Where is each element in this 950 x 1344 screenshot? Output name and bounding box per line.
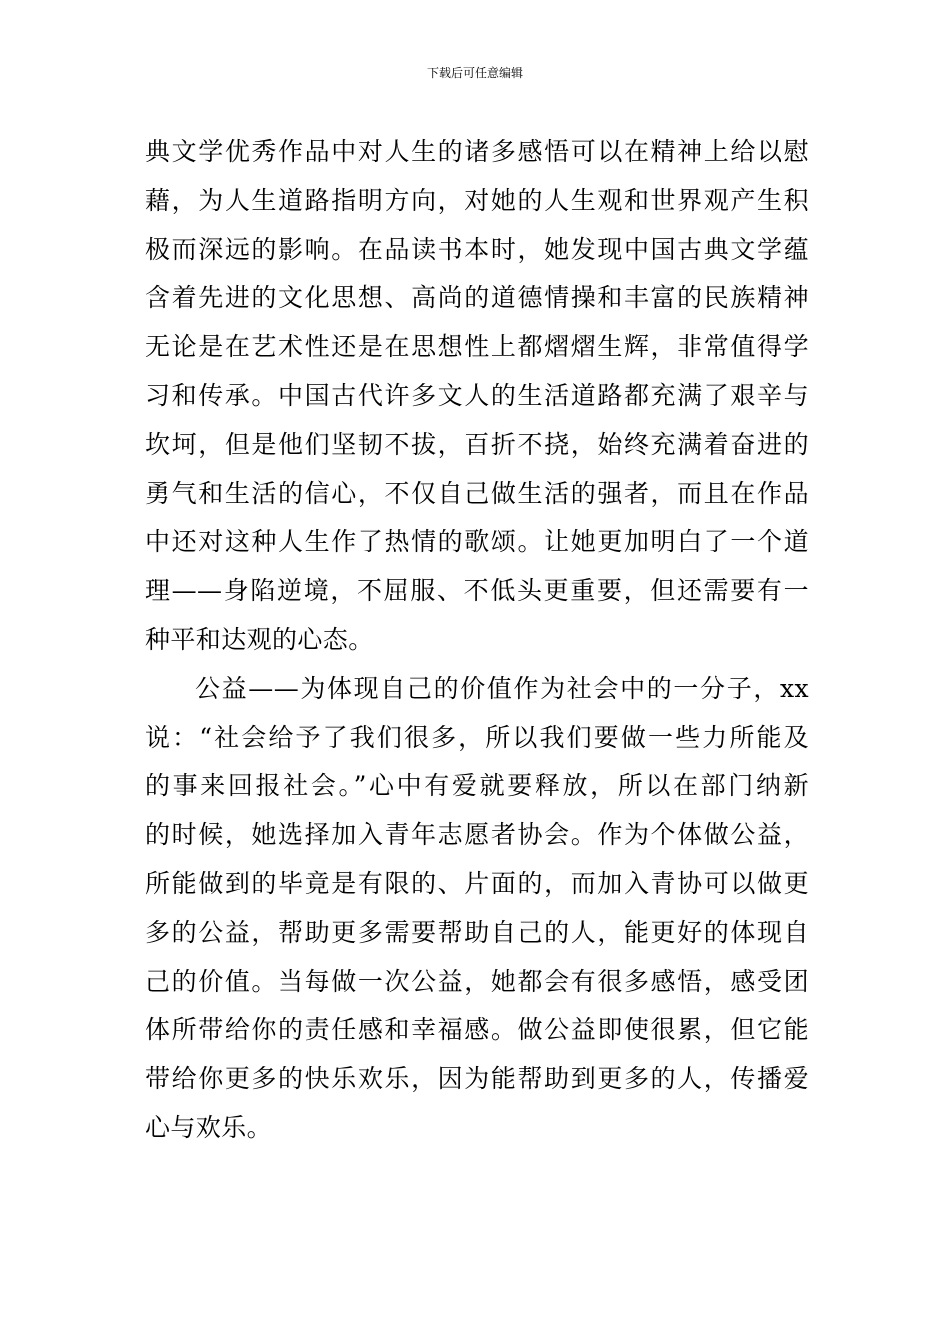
text-line: 带给你更多的快乐欢乐，因为能帮助到更多的人，传播爱 [145, 1064, 809, 1094]
text-line: 藉，为人生道路指明方向，对她的人生观和世界观产生积 [145, 185, 809, 215]
text-line: 己的价值。当每做一次公益，她都会有很多感悟，感受团 [145, 966, 809, 996]
paragraph-2 [145, 665, 809, 1153]
text-line: 习和传承。中国古代许多文人的生活道路都充满了艰辛与 [145, 380, 809, 410]
text-line: 体所带给你的责任感和幸福感。做公益即使很累，但它能 [145, 1015, 809, 1045]
text-line: 坎坷，但是他们坚韧不拔，百折不挠，始终充满着奋进的 [145, 429, 809, 459]
text-line: 中还对这种人生作了热情的歌颂。让她更加明白了一个道 [145, 527, 809, 557]
page-header: 下载后可任意编辑 [426, 66, 523, 80]
text-line: 极而深远的影响。在品读书本时，她发现中国古典文学蕴 [145, 234, 809, 264]
document-body [145, 128, 809, 1153]
paragraph-1 [145, 128, 809, 665]
text-line: 勇气和生活的信心，不仅自己做生活的强者，而且在作品 [145, 478, 809, 508]
text-line: 含着先进的文化思想、高尚的道德情操和丰富的民族精神 [145, 283, 809, 313]
text-line: 多的公益，帮助更多需要帮助自己的人，能更好的体现自 [145, 917, 809, 947]
text-line: 公益——为体现自己的价值作为社会中的一分子，xx [195, 673, 809, 703]
text-line: 种平和达观的心态。 [145, 624, 374, 654]
text-line: 的时候，她选择加入青年志愿者协会。作为个体做公益， [145, 820, 809, 850]
text-line: 的事来回报社会。”心中有爱就要释放，所以在部门纳新 [145, 771, 809, 801]
text-line: 所能做到的毕竟是有限的、片面的，而加入青协可以做更 [145, 868, 809, 898]
text-line: 理——身陷逆境，不屈服、不低头更重要，但还需要有一 [145, 576, 809, 606]
text-line: 无论是在艺术性还是在思想性上都熠熠生辉，非常值得学 [145, 332, 809, 362]
text-line: 说：“社会给予了我们很多，所以我们要做一些力所能及 [145, 722, 809, 752]
text-line: 典文学优秀作品中对人生的诸多感悟可以在精神上给以慰 [145, 137, 809, 166]
text-line: 心与欢乐。 [145, 1112, 273, 1142]
